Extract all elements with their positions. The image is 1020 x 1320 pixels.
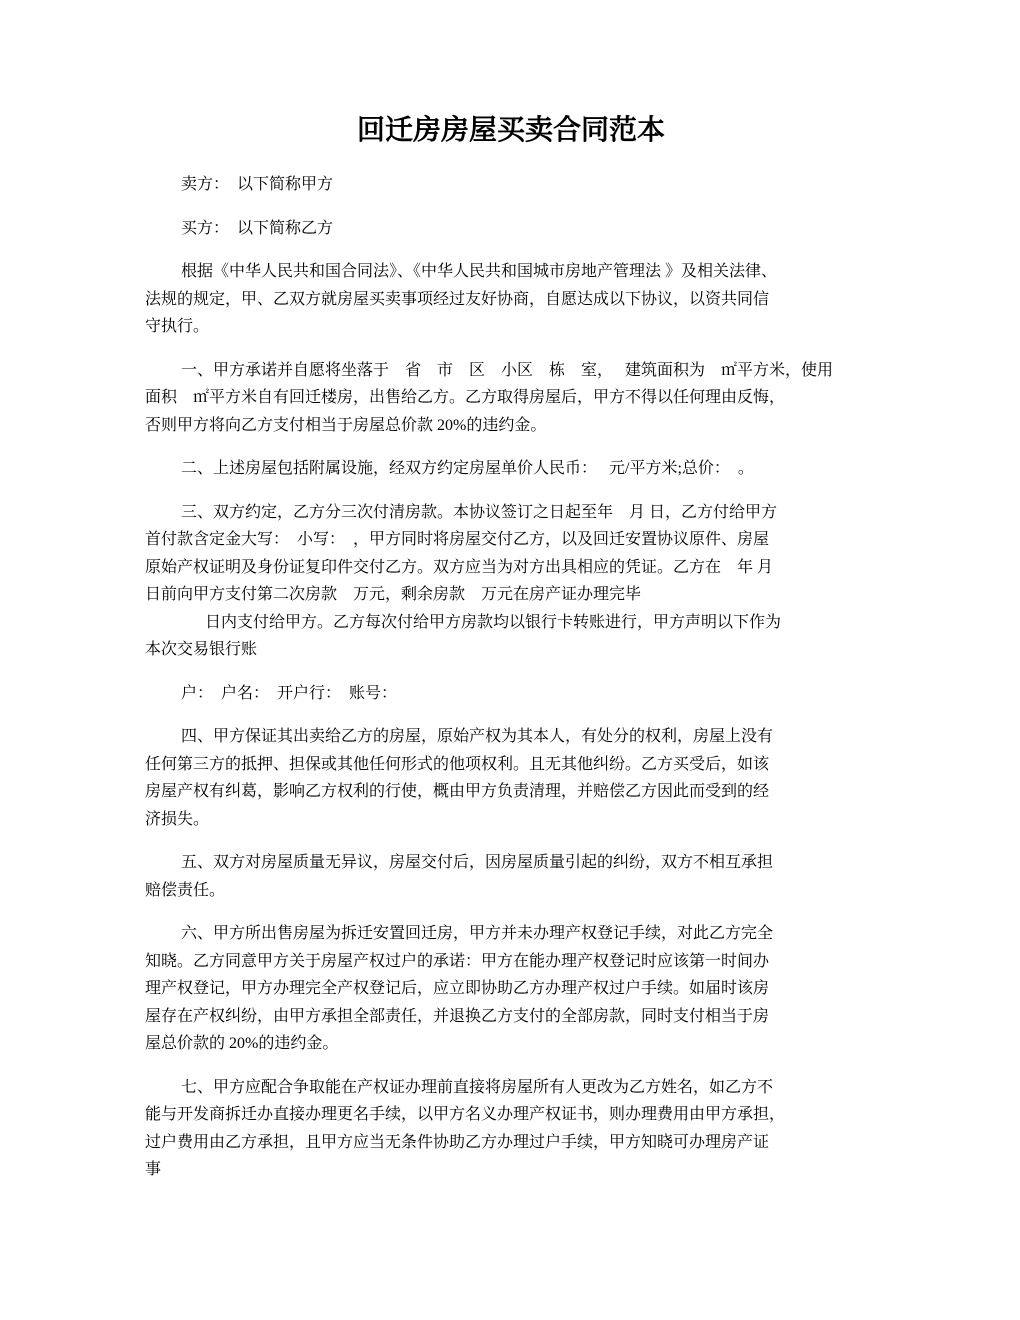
- document-body: [145, 171, 877, 1184]
- text-line: 屋存在产权纠纷，由甲方承担全部责任，并退换乙方支付的全部房款，同时支付相当于房: [145, 1007, 770, 1025]
- text-line: 任何第三方的抵押、担保或其他任何形式的他项权利。且无其他纠纷。乙方买受后，如该: [145, 755, 770, 773]
- paragraph-bank-account-line: [145, 680, 877, 708]
- text-line: 日前向甲方支付第二次房款 万元，剩余房款 万元在房产证办理完毕: [145, 586, 642, 603]
- document-title: 回迁房房屋买卖合同范本: [356, 115, 665, 146]
- text-line: 卖方： 以下简称甲方: [181, 176, 334, 193]
- text-line: 户： 户名： 开户行： 账号：: [181, 684, 398, 702]
- text-line: 面积 ㎡平方米自有回迁楼房，出售给乙方。乙方取得房屋后，甲方不得以任何理由反悔，: [145, 389, 786, 406]
- paragraph-clause-6: [145, 920, 877, 1058]
- paragraph-clause-1: [145, 357, 877, 440]
- text-line: 法规的规定，甲、乙双方就房屋买卖事项经过友好协商，自愿达成以下协议，以资共同信: [145, 290, 770, 308]
- text-line: 七、甲方应配合争取能在产权证办理前直接将房屋所有人更改为乙方姓名，如乙方不: [181, 1078, 774, 1096]
- text-line: 五、双方对房屋质量无异议，房屋交付后，因房屋质量引起的纠纷，双方不相互承担: [181, 854, 774, 871]
- paragraph-seller-line: [145, 171, 877, 199]
- text-line: 四、甲方保证其出卖给乙方的房屋，原始产权为其本人，有处分的权利，房屋上没有: [181, 728, 774, 745]
- paragraph-preamble: [145, 258, 877, 341]
- paragraph-clause-3: [145, 499, 877, 664]
- text-line: 一、甲方承诺并自愿将坐落于 省 市 区 小区 栋 室， 建筑面积为 ㎡平方米，使用: [181, 361, 834, 379]
- text-line: 房屋产权有纠葛，影响乙方权利的行使，概由甲方负责清理，并赔偿乙方因此而受到的经: [145, 783, 770, 800]
- text-line: 守执行。: [145, 318, 210, 335]
- text-line: 理产权登记，甲方办理完全产权登记后，应立即协助乙方办理产权过户手续。如届时该房: [145, 980, 770, 997]
- text-line: 能与开发商拆迁办直接办理更名手续，以甲方名义办理产权证书，则办理费用由甲方承担，: [145, 1106, 786, 1123]
- paragraph-buyer-line: [145, 215, 877, 243]
- paragraph-clause-2: [145, 455, 877, 483]
- text-line: 买方： 以下简称乙方: [181, 219, 334, 237]
- text-line: 首付款含定金大写： 小写： ，甲方同时将房屋交付乙方，以及回迁安置协议原件、房屋: [145, 531, 770, 548]
- text-line: 济损失。: [145, 810, 210, 828]
- text-line: 过户费用由乙方承担，且甲方应当无条件协助乙方办理过户手续，甲方知晓可办理房产证: [145, 1133, 770, 1151]
- text-line: 屋总价款的 20%的违约金。: [145, 1035, 339, 1052]
- text-line: 否则甲方将向乙方支付相当于房屋总价款 20%的违约金。: [145, 416, 547, 434]
- text-line: 二、上述房屋包括附属设施，经双方约定房屋单价人民币： 元/平方米;总价： 。: [181, 460, 754, 477]
- paragraph-clause-4: [145, 723, 877, 833]
- text-line: 根据《中华人民共和国合同法》、《中华人民共和国城市房地产管理法 》及相关法律、: [181, 263, 778, 280]
- text-line: 原始产权证明及身份证复印件交付乙方。双方应当为对方出具相应的凭证。乙方在 年 月: [145, 558, 774, 576]
- text-line: 六、甲方所出售房屋为拆迁安置回迁房，甲方并未办理产权登记手续，对此乙方完全: [181, 925, 774, 942]
- text-line: 知晓。乙方同意甲方关于房屋产权过户的承诺：甲方在能办理产权登记时应该第一时间办: [145, 952, 770, 970]
- paragraph-clause-7: [145, 1074, 877, 1184]
- text-line: 三、双方约定，乙方分三次付清房款。本协议签订之日起至年 月 日，乙方付给甲方: [181, 503, 778, 521]
- text-line: 赔偿责任。: [145, 881, 226, 899]
- text-line: 事: [145, 1161, 162, 1178]
- paragraph-clause-5: [145, 849, 877, 904]
- text-line: 日内支付给甲方。乙方每次付给甲方房款均以银行卡转账进行，甲方声明以下作为: [205, 613, 782, 631]
- text-line: 本次交易银行账: [145, 641, 258, 658]
